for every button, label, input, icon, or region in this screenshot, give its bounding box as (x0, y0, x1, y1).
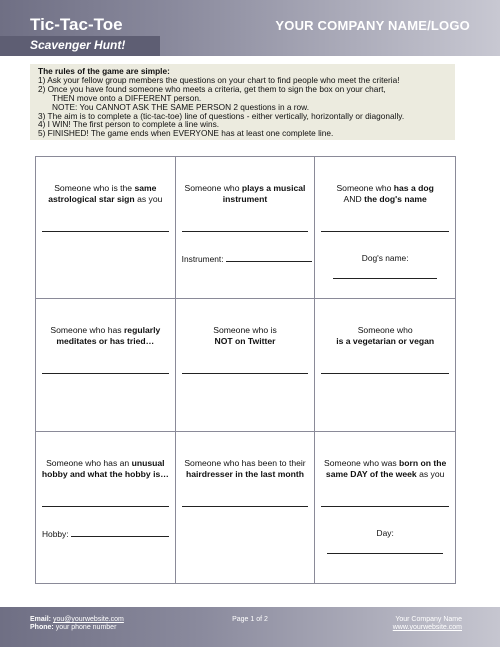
dog-name-line[interactable] (333, 278, 437, 279)
grid-cell[interactable] (36, 157, 176, 299)
signature-line[interactable] (182, 373, 309, 374)
signature-line[interactable] (321, 373, 449, 374)
signature-line[interactable] (321, 506, 449, 507)
page-header (0, 0, 500, 56)
footer-phone: Phone: your phone number (30, 624, 117, 631)
signature-line[interactable] (182, 506, 309, 507)
grid-cell[interactable] (36, 432, 176, 583)
page-title: Tic-Tac-Toe (30, 15, 123, 34)
grid-cell[interactable] (176, 299, 316, 432)
instrument-field[interactable]: Instrument: (182, 253, 309, 264)
page-number: Page 1 of 2 (232, 616, 268, 623)
cell-prompt: Someone who has regularly meditates or has tried… (50, 325, 161, 346)
rule-line: 5) FINISHED! The game ends when EVERYONE has at least one complete line. (38, 128, 334, 139)
cell-prompt: Someone who is the same astrological star sign as you (48, 183, 163, 204)
dog-name-label: Dog's name: (361, 253, 409, 263)
grid-cell[interactable] (315, 432, 455, 583)
rules-box (30, 64, 455, 140)
signature-line[interactable] (321, 231, 449, 232)
day-label: Day: (376, 528, 394, 538)
rule-line: 3) The aim is to complete a (tic-tac-toe) line of questions - either vertically, horizontally or diagonally. (38, 110, 405, 121)
footer-company: Your Company Name (395, 616, 462, 623)
email-link[interactable]: you@yourwebsite.com (52, 616, 124, 623)
company-logo-text: YOUR COMPANY NAME/LOGO (275, 18, 470, 33)
grid-cell[interactable] (36, 299, 176, 432)
cell-prompt: Someone who is a vegetarian or vegan (336, 325, 435, 346)
grid-cell[interactable] (315, 157, 455, 299)
signature-line[interactable] (42, 506, 169, 507)
cell-prompt: Someone who was born on the same DAY of the week as you (324, 458, 447, 479)
signature-line[interactable] (42, 231, 169, 232)
footer-email: Email: you@yourwebsite.com (30, 616, 124, 623)
tic-tac-toe-grid (35, 156, 456, 584)
rule-line: NOTE: You CANNOT ASK THE SAME PERSON 2 questions in a row. (52, 101, 310, 112)
signature-line[interactable] (42, 373, 169, 374)
cell-prompt: Someone who has been to their hairdresser in the last month (184, 458, 306, 479)
instrument-line (226, 253, 312, 262)
rule-line: 2) Once you have found someone who meets a criteria, get them to sign the box on your chart, (38, 83, 386, 94)
cell-prompt: Someone who is NOT on Twitter (213, 325, 277, 346)
grid-cell[interactable] (315, 299, 455, 432)
grid-cell[interactable] (176, 432, 316, 583)
rule-line: 1) Ask your fellow group members the questions on your chart to find people who meet the criteria! (38, 74, 400, 85)
rules-heading: The rules of the game are simple: (38, 66, 170, 76)
page-subtitle: Scavenger Hunt! (30, 38, 126, 52)
rule-line: THEN move onto a DIFFERENT person. (52, 92, 202, 103)
cell-prompt: Someone who plays a musical instrument (184, 183, 306, 204)
hobby-line (71, 528, 169, 537)
rule-line: 4) I WIN! The first person to complete a line wins. (38, 119, 220, 130)
page-footer (0, 607, 500, 647)
day-line[interactable] (327, 553, 443, 554)
signature-line[interactable] (182, 231, 309, 232)
website-link[interactable]: www.yourwebsite.com (392, 624, 462, 631)
subtitle-bar (0, 36, 160, 56)
cell-prompt: Someone who has an unusual hobby and what the hobby is… (41, 458, 169, 479)
cell-prompt: Someone who has a dog AND the dog's name (336, 183, 434, 204)
hobby-field[interactable]: Hobby: (42, 528, 169, 539)
grid-cell[interactable] (176, 157, 316, 299)
